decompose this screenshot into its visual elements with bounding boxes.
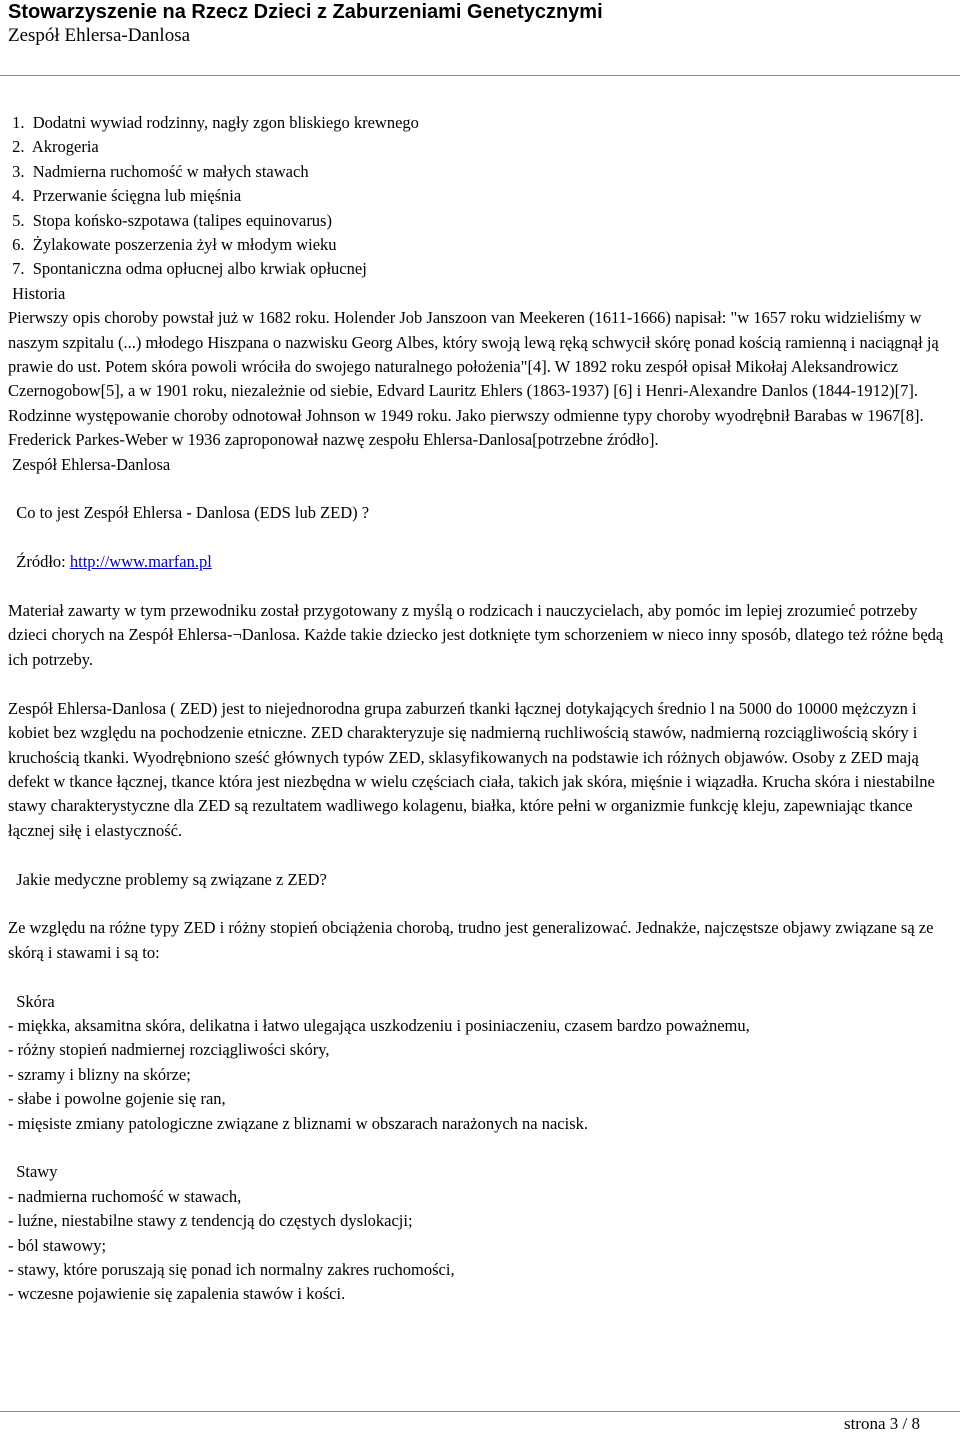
- section-title: Zespół Ehlersa-Danlosa: [8, 454, 171, 474]
- joints-item: - stawy, które poruszają się ponad ich normalny zakres ruchomości,: [8, 1259, 455, 1279]
- skin-heading: Skóra: [8, 991, 55, 1011]
- header-title: Stowarzyszenie na Rzecz Dzieci z Zaburzeniami Genetycznymi: [8, 1, 603, 23]
- header-divider: [0, 75, 960, 76]
- joints-item: - luźne, niestabilne stawy z tendencją do częstych dyslokacji;: [8, 1211, 413, 1231]
- list-item: 7. Spontaniczna odma opłucnej albo krwiak opłucnej: [8, 259, 367, 279]
- header-subtitle: Zespół Ehlersa-Danlosa: [8, 25, 191, 46]
- skin-item: - słabe i powolne gojenie się ran,: [8, 1089, 226, 1109]
- footer-divider: [0, 1411, 960, 1412]
- history-heading: Historia: [8, 283, 66, 303]
- skin-item: - różny stopień nadmiernej rozciągliwości skóry,: [8, 1040, 330, 1060]
- joints-item: - ból stawowy;: [8, 1235, 107, 1255]
- definition-paragraph: Zespół Ehlersa-Danlosa ( ZED) jest to niejednorodna grupa zaburzeń tkanki łącznej dotykających średnio l na 5000 do 10000 mężczyzn i kobiet bez względu na pochodzenie etniczne. ZED charakteryzuje się nadmierną ruchliwością stawów, nadmierną rozciągliwością skóry i kruchością tkanki. Wyodrębniono sześć głównych typów ZED, sklasyfikowanych na podstawie ich różnych objawów. Osoby z ZED mają defekt w tkance łącznej, tkance która jest niezbędna w wielu częściach ciała, takich jak skóra, mięśnie i wiązadła. Krucha skóra i niestabilne stawy charakterystyczne dla ZED są rezultatem wadliwego kolagenu, białka, które pełni w organizmie funkcję kleju, zapewniając tkance łącznej siłę i elastyczność.: [8, 698, 935, 840]
- problems-question: Jakie medyczne problemy są związane z ZED?: [8, 869, 327, 889]
- source-link[interactable]: http://www.marfan.pl: [69, 552, 212, 572]
- source-line: [8, 550, 956, 574]
- list-item: 4. Przerwanie ścięgna lub mięśnia: [8, 186, 242, 206]
- list-item: 1. Dodatni wywiad rodzinny, nagły zgon bliskiego krewnego: [8, 113, 419, 132]
- list-item: 3. Nadmierna ruchomość w małych stawach: [8, 161, 309, 181]
- page-number: strona 3 / 8: [843, 1414, 920, 1433]
- list-item: 5. Stopa końsko-szpotawa (talipes equinovarus): [8, 210, 332, 230]
- problems-intro: Ze względu na różne typy ZED i różny stopień obciążenia chorobą, trudno jest generalizować. Jednakże, najczęstsze objawy związane są ze skórą i stawami i są to:: [8, 918, 934, 962]
- list-item: 6. Żylakowate poszerzenia żył w młodym wieku: [8, 235, 337, 255]
- source-label: Źródło:: [8, 552, 70, 572]
- what-is-question: Co to jest Zespół Ehlersa - Danlosa (EDS lub ZED) ?: [8, 503, 370, 523]
- numbered-list: [8, 111, 956, 282]
- skin-item: - miękka, aksamitna skóra, delikatna i łatwo ulegająca uszkodzeniu i posiniaczeniu, czasem bardzo poważnemu,: [8, 1015, 750, 1035]
- list-item: 2. Akrogeria: [8, 137, 99, 157]
- skin-item: - szramy i blizny na skórze;: [8, 1064, 191, 1084]
- intro-paragraph: Materiał zawarty w tym przewodniku został przygotowany z myślą o rodzicach i nauczycielach, aby pomóc im lepiej zrozumieć potrzeby dzieci chorych na Zespół Ehlersa-¬Danlosa. Każde takie dziecko jest dotknięte tym schorzeniem w nieco inny sposób, dlatego też różne będą ich potrzeby.: [8, 601, 944, 669]
- skin-item: - mięsiste zmiany patologiczne związane z bliznami w obszarach narażonych na nacisk.: [8, 1113, 588, 1133]
- joints-heading: Stawy: [8, 1162, 58, 1182]
- history-paragraph: Pierwszy opis choroby powstał już w 1682 roku. Holender Job Janszoon van Meekeren (1611-1666) napisał: "w 1657 roku widzieliśmy w naszym szpitalu (...) młodego Hiszpana o nazwisku Georg Albes, który swoją lewą ręką schwycił skórę ponad kością ramienną i naciągnął ją prawie do ust. Potem skóra powoli wróciła do swojego naturalnego położenia"[4]. W 1892 roku zespół opisał Mikołaj Aleksandrowicz Czernogobow[5], a w 1901 roku, niezależnie od siebie, Edvard Lauritz Ehlers (1863-1937) [6] i Henri-Alexandre Danlos (1844-1912)[7]. Rodzinne występowanie choroby odnotował Johnson w 1949 roku. Jako pierwszy odmienne typy choroby wyodrębnił Barabas w 1967[8]. Frederick Parkes-Weber w 1936 zaproponował nazwę zespołu Ehlersa-Danlosa[potrzebne źródło].: [8, 308, 939, 450]
- document-body: [8, 111, 956, 1307]
- joints-item: - nadmierna ruchomość w stawach,: [8, 1186, 242, 1206]
- joints-item: - wczesne pojawienie się zapalenia stawów i kości.: [8, 1284, 346, 1304]
